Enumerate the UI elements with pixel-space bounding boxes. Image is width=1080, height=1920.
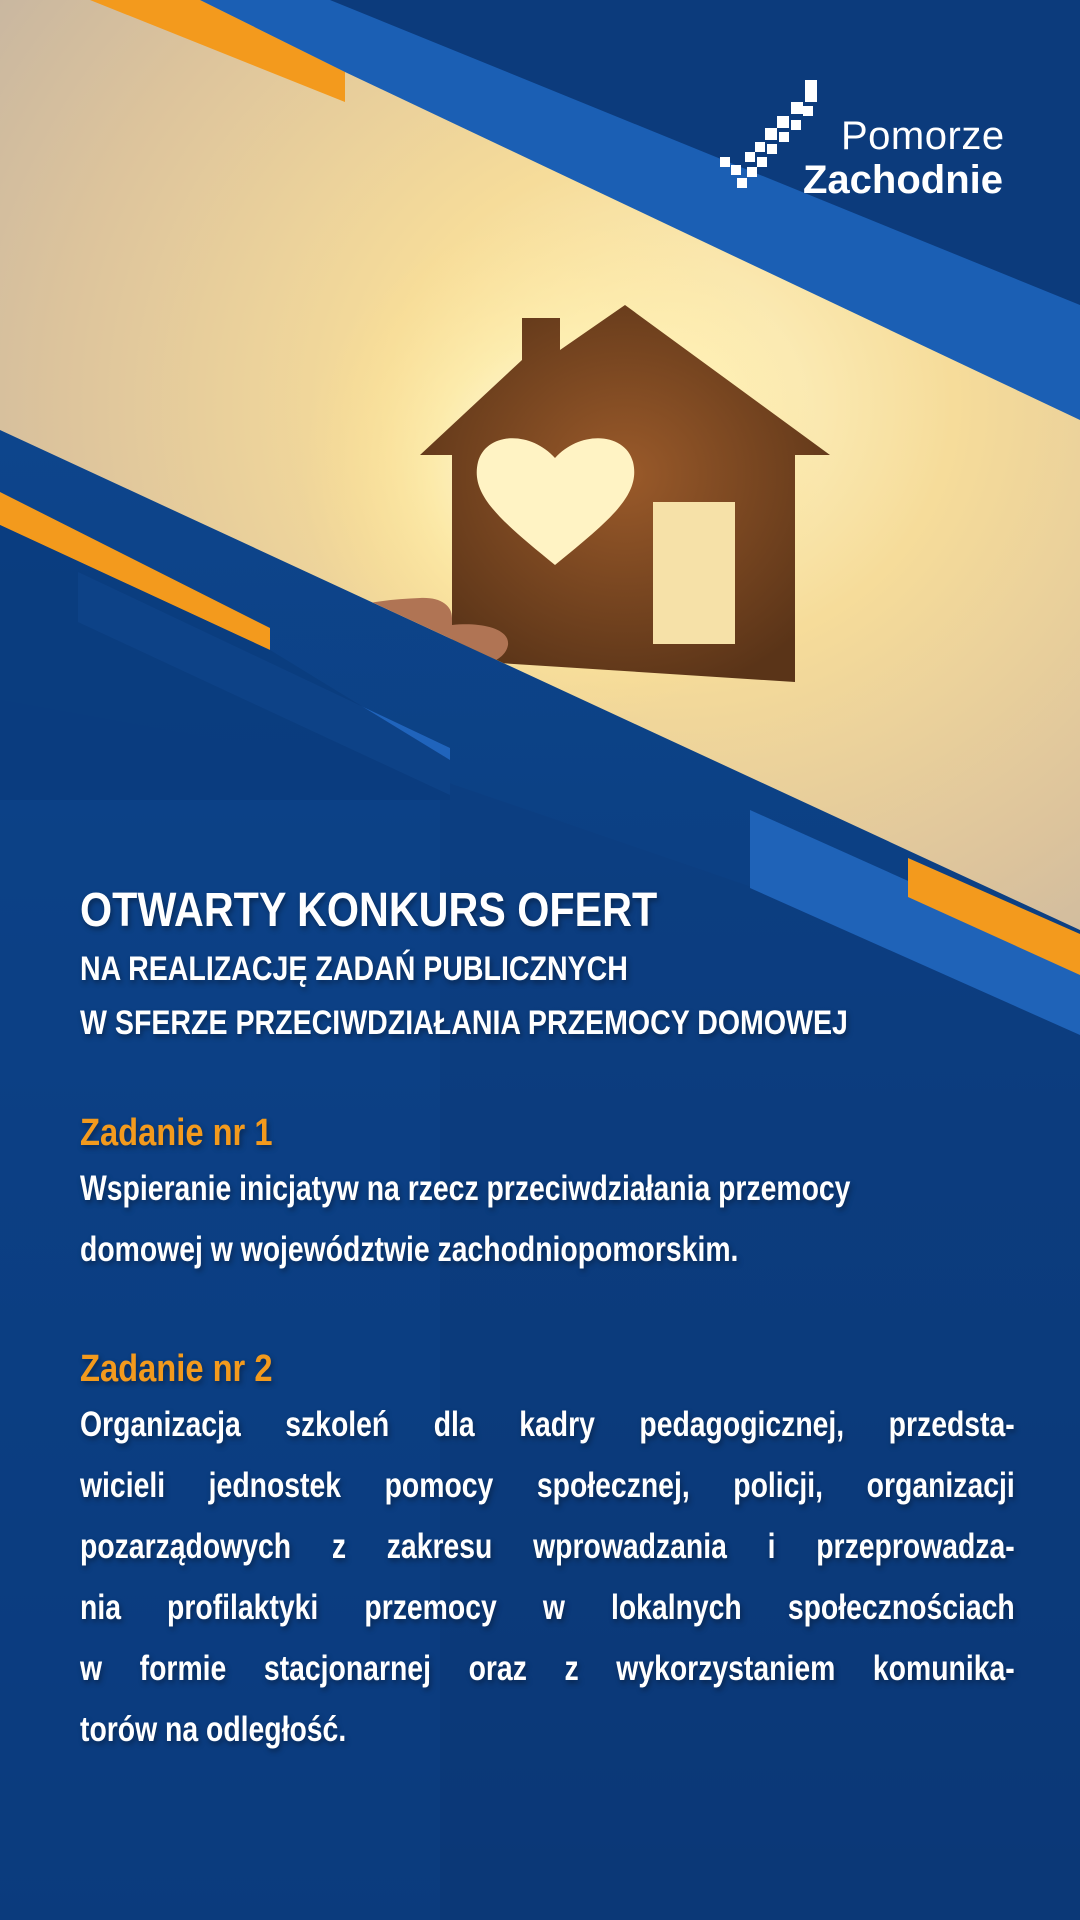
task-2-line-2: wicieli jednostek pomocy społecznej, policji, organizacji (80, 1466, 1015, 1505)
task-2-line-4: nia profilaktyki przemocy w lokalnych społecznościach (80, 1588, 1015, 1627)
task-2-line-6: torów na odległość. (80, 1710, 347, 1749)
task-1 (80, 1108, 1015, 1280)
task-2-heading: Zadanie nr 2 (80, 1348, 273, 1390)
task-2-line-5: w formie stacjonarnej oraz z wykorzystaniem komunika- (80, 1649, 1015, 1688)
announcement-text (80, 880, 1015, 1760)
task-1-heading: Zadanie nr 1 (80, 1112, 273, 1154)
task-1-line-1: Wspieranie inicjatyw na rzecz przeciwdziałania przemocy (80, 1169, 851, 1208)
title-main: OTWARTY KONKURS OFERT (80, 884, 658, 937)
title-sub-line-2: W SFERZE PRZECIWDZIAŁANIA PRZEMOCY DOMOWEJ (80, 1004, 848, 1042)
logo-text-zachodnie: Zachodnie (803, 158, 1004, 202)
pomorze-zachodnie-logo (715, 72, 1015, 202)
window-shape (653, 502, 735, 644)
task-2-line-3: pozarządowych z zakresu wprowadzania i przeprowadza- (80, 1527, 1015, 1566)
logo-text-pomorze: Pomorze (841, 114, 1005, 158)
title-sub-line-1: NA REALIZACJĘ ZADAŃ PUBLICZNYCH (80, 950, 628, 988)
task-2-line-1: Organizacja szkoleń dla kadry pedagogicznej, przedsta- (80, 1405, 1015, 1444)
task-1-line-2: domowej w województwie zachodniopomorskim. (80, 1230, 739, 1269)
task-2 (80, 1344, 1015, 1760)
